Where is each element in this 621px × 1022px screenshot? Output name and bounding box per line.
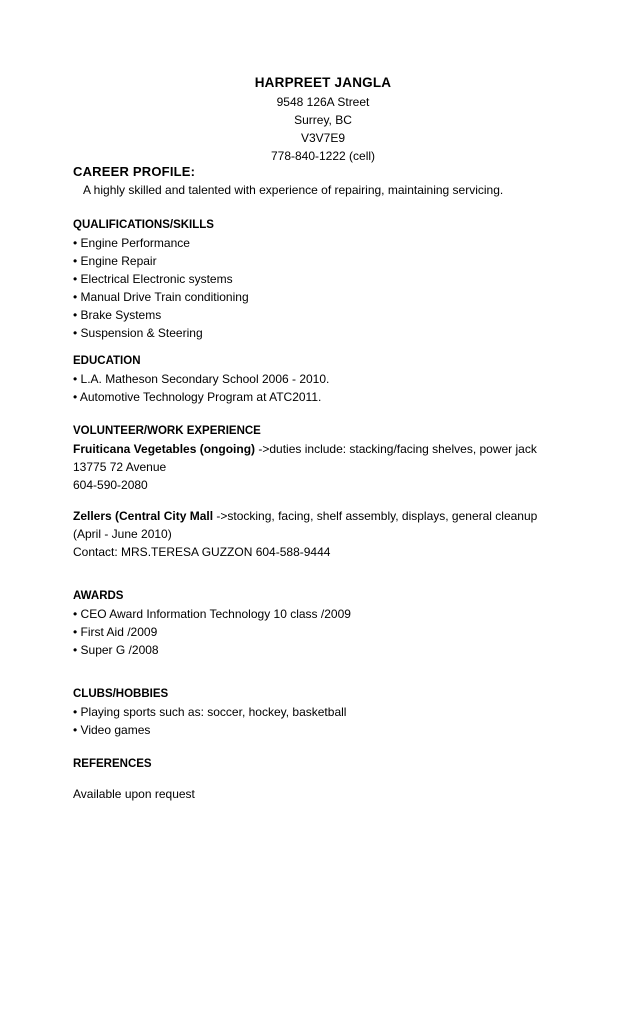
experience-section bbox=[73, 422, 601, 494]
job-fruiticana-address: 13775 72 Avenue bbox=[73, 460, 167, 474]
references-heading: REFERENCES bbox=[73, 758, 152, 770]
job-fruiticana-duties: ->duties include: stacking/facing shelves, power jack bbox=[255, 442, 537, 456]
education-section bbox=[73, 352, 601, 406]
education-item: • L.A. Matheson Secondary School 2006 - 2010. bbox=[73, 372, 330, 386]
qualification-item: • Manual Drive Train conditioning bbox=[73, 290, 249, 304]
job-fruiticana-phone: 604-590-2080 bbox=[73, 478, 148, 492]
qualifications-heading: QUALIFICATIONS/SKILLS bbox=[73, 219, 214, 231]
address-street: 9548 126A Street bbox=[276, 95, 370, 109]
hobby-item: • Playing sports such as: soccer, hockey, basketball bbox=[73, 705, 347, 719]
qualification-item: • Suspension & Steering bbox=[73, 326, 203, 340]
job-zellers-employer: Zellers (Central City Mall bbox=[73, 509, 214, 523]
career-profile-section bbox=[73, 163, 601, 199]
education-item: • Automotive Technology Program at ATC2011. bbox=[73, 390, 322, 404]
career-profile-text: A highly skilled and talented with experience of repairing, maintaining servicing. bbox=[83, 183, 504, 197]
qualification-item: • Brake Systems bbox=[73, 308, 162, 322]
career-profile-heading: CAREER PROFILE: bbox=[73, 164, 196, 179]
candidate-name: HARPREET JANGLA bbox=[254, 75, 392, 90]
qualification-item: • Electrical Electronic systems bbox=[73, 272, 233, 286]
qualification-item: • Engine Performance bbox=[73, 236, 190, 250]
phone-number: 778-840-1222 (cell) bbox=[270, 149, 376, 163]
references-text: Available upon request bbox=[73, 787, 195, 801]
clubs-section bbox=[73, 685, 601, 739]
references-section bbox=[73, 755, 601, 773]
qualifications-section bbox=[73, 216, 601, 342]
experience-heading: VOLUNTEER/WORK EXPERIENCE bbox=[73, 425, 261, 437]
job-fruiticana-title bbox=[73, 440, 601, 458]
education-heading: EDUCATION bbox=[73, 355, 141, 367]
hobby-item: • Video games bbox=[73, 723, 151, 737]
awards-heading: AWARDS bbox=[73, 590, 124, 602]
job-zellers-title bbox=[73, 507, 601, 525]
references-body bbox=[73, 785, 601, 803]
awards-section bbox=[73, 587, 601, 659]
address-city: Surrey, BC bbox=[294, 113, 352, 127]
experience-zellers bbox=[73, 507, 601, 561]
award-item: • Super G /2008 bbox=[73, 643, 159, 657]
award-item: • First Aid /2009 bbox=[73, 625, 158, 639]
job-zellers-contact: Contact: MRS.TERESA GUZZON 604-588-9444 bbox=[73, 545, 331, 559]
job-zellers-dates: (April - June 2010) bbox=[73, 527, 172, 541]
job-zellers-duties: ->stocking, facing, shelf assembly, displays, general cleanup bbox=[213, 509, 538, 523]
qualification-item: • Engine Repair bbox=[73, 254, 157, 268]
resume-header bbox=[0, 73, 621, 165]
postal-code: V3V7E9 bbox=[300, 131, 346, 145]
job-fruiticana-employer: Fruiticana Vegetables (ongoing) bbox=[73, 442, 256, 456]
award-item: • CEO Award Information Technology 10 class /2009 bbox=[73, 607, 351, 621]
clubs-heading: CLUBS/HOBBIES bbox=[73, 688, 169, 700]
